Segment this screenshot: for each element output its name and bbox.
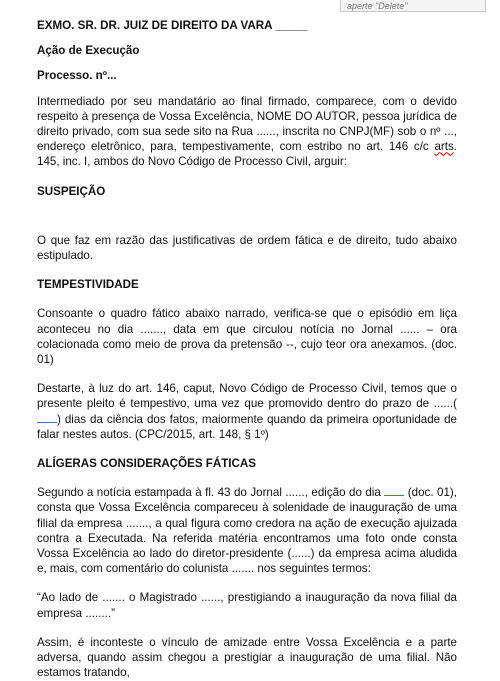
suspeicao-paragraph: O que faz em razão das justificativas de ordem fática e de direito, tudo abaixo estipulado. bbox=[37, 233, 457, 263]
tempestividade-paragraph-1: Consoante o quadro fático abaixo narrado, verifica-se que o episódio em liça aconteceu no dia ......., data em que circulou notícia no Jornal ...... – ora colacionada como meio de prova da pretensão --, cujo teor ora anexamos. (doc. 01) bbox=[37, 307, 457, 367]
section-heading-fatos: ALÍGERAS CONSIDERAÇÕES FÁTICAS bbox=[37, 457, 257, 471]
facts-text-a: Segundo a notícia estampada à fl. 43 do Jornal ......, edição do dia bbox=[37, 486, 381, 500]
document-page[interactable] bbox=[37, 18, 457, 681]
tempest-text-b: ) dias da ciência dos fatos, maiormente quando da primeira oportunidade de falar nestes autos. (CPC/2015, art. 148, § 1º) bbox=[37, 412, 457, 441]
tempestividade-paragraph-2 bbox=[37, 381, 457, 442]
addressee-heading: EXMO. SR. DR. JUIZ DE DIREITO DA VARA _____ bbox=[37, 19, 308, 32]
facts-paragraph-1 bbox=[37, 485, 457, 576]
quote-paragraph: “Ao lado de ....... o Magistrado ......, prestigiando a inauguração da nova filial da empresa ........” bbox=[37, 591, 457, 620]
tempest-text-a: Destarte, à luz do art. 146, caput, Novo Código de Processo Civil, temos que o presente pleito é tempestivo, uma vez que promovido dentro do prazo de ......( bbox=[37, 382, 457, 411]
facts-paragraph-2: Assim, é inconteste o vínculo de amizade entre Vossa Excelência e a parte adversa, quando assim chegou a prestigiar a inauguração de uma filial. Não estamos tratando, bbox=[37, 635, 457, 680]
action-title: Ação de Execução bbox=[37, 44, 140, 58]
intro-paragraph bbox=[37, 94, 457, 170]
form-field-blank[interactable] bbox=[37, 412, 57, 423]
section-heading-suspeicao: SUSPEIÇÃO bbox=[37, 184, 106, 198]
intro-text-end: . 145, inc. I, ambos do Novo Código de Processo Civil, arguir: bbox=[37, 140, 457, 169]
spellcheck-word: arts bbox=[434, 140, 454, 154]
intro-text: Intermediado por seu mandatário ao final firmado, comparece, com o devido respeito à presença de Vossa Excelência, NOME DO AUTOR, pessoa jurídica de direito privado, com sua sede sito na Rua ......, inscrita no CNPJ(MF) sob o nº ..., endereço eletrônico, para, tempestivamente, com estribo no art. 146 c/c bbox=[37, 94, 457, 154]
section-heading-tempestividade: TEMPESTIVIDADE bbox=[37, 278, 139, 292]
facts-text-b: (doc. 01), consta que Vossa Excelência compareceu à solenidade de inauguração de uma filial da empresa ......., a qual figura como credora na ação de execução ajuizada contra a Executada. Na referida matéria encontramos uma foto onde consta Vossa Excelência ao lado do diretor-presidente (......) da empresa acima aludida e, mais, com comentário do colunista ....... nos seguintes termos: bbox=[37, 486, 457, 576]
delete-hint-box bbox=[340, 0, 486, 12]
delete-hint-text: aperte "Delete" bbox=[347, 1, 408, 11]
form-field-blank-date[interactable] bbox=[384, 485, 404, 496]
process-number: Processo. nº... bbox=[37, 69, 117, 83]
